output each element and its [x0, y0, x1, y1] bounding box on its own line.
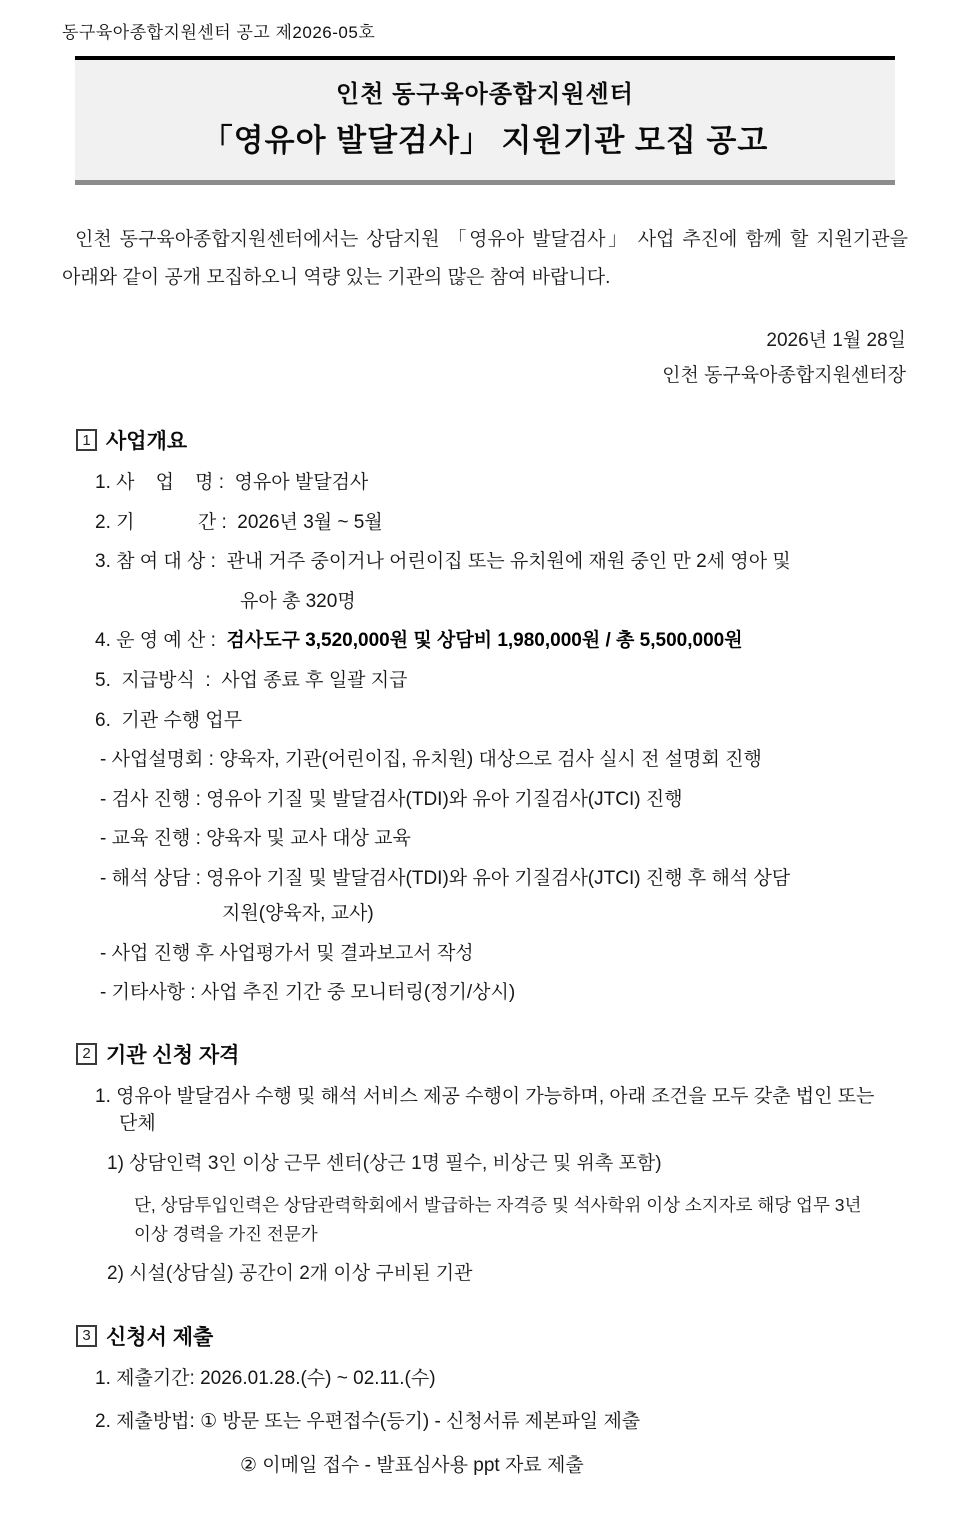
- section-application-submission: [62, 1321, 910, 1480]
- section-eligibility: [62, 1039, 910, 1289]
- task-interpretation-line: - 해석 상담 : 영유아 기질 및 발달검사(TDI)와 유아 기질검사(JTCI) 진행 후 해석 상담: [100, 867, 791, 889]
- section3-title: 신청서 제출: [106, 1325, 214, 1349]
- project-budget-line: [95, 627, 910, 655]
- project-period-line: 2. 기 간 : 2026년 3월 ~ 5월: [95, 511, 383, 533]
- section2-heading: [76, 1039, 910, 1069]
- eligibility-facility-line: 2) 시설(상담실) 공간이 2개 이상 구비된 기관: [107, 1263, 473, 1285]
- project-target-continuation: 유아 총 320명: [240, 590, 356, 612]
- eligibility-main-line: 1. 영유아 발달검사 수행 및 해석 서비스 제공 수행이 가능하며, 아래 조건을 모두 갖춘 법인 또는 단체: [95, 1085, 880, 1135]
- submission-period-line: 1. 제출기간: 2026.01.28.(수) ~ 02.11.(수): [95, 1367, 436, 1389]
- section-project-overview: [62, 425, 910, 1007]
- eligibility-staff-note: 단, 상담투입인력은 상담관력학회에서 발급하는 자격증 및 석사학위 이상 소지자로 해당 업무 3년 이상 경력을 가진 전문가: [134, 1194, 862, 1245]
- submission-method-continuation: ② 이메일 접수 - 발표심사용 ppt 자료 제출: [240, 1454, 584, 1476]
- task-report-line: - 사업 진행 후 사업평가서 및 결과보고서 작성: [100, 942, 474, 964]
- section1-heading: [76, 425, 910, 455]
- project-name-line: 1. 사 업 명 : 영유아 발달검사: [95, 472, 369, 494]
- payment-method-line: 5. 지급방식 : 사업 종료 후 일괄 지급: [95, 670, 408, 692]
- signer-name: 인천 동구육아종합지원센터장: [662, 365, 906, 387]
- announcement-date: 2026년 1월 28일: [766, 330, 906, 351]
- document-number: 동구육아종합지원센터 공고 제2026-05호: [62, 23, 376, 42]
- section3-heading: [76, 1321, 910, 1351]
- agency-tasks-line: 6. 기관 수행 업무: [95, 709, 243, 731]
- announcement-title: 「영유아 발달검사」 지원기관 모집 공고: [201, 123, 769, 158]
- date-signature-block: [62, 323, 910, 393]
- organization-title: 인천 동구육아종합지원센터: [336, 81, 634, 108]
- task-monitoring-line: - 기타사항 : 사업 추진 기간 중 모니터링(정기/상시): [100, 982, 516, 1004]
- section3-number-box: 3: [76, 1325, 97, 1347]
- task-interpretation-continuation: 지원(양육자, 교사): [222, 903, 374, 925]
- intro-paragraph: 인천 동구육아종합지원센터에서는 상담지원 「영유아 발달검사」 사업 추진에 함께 할 지원기관을 아래와 같이 공개 모집하오니 역량 있는 기관의 많은 참여 바랍니다.: [62, 229, 908, 288]
- submission-method-line: 2. 제출방법: ① 방문 또는 우편접수(등기) - 신청서류 제본파일 제출: [95, 1411, 641, 1433]
- budget-label: 4. 운 영 예 산 :: [95, 630, 227, 652]
- section1-number-box: 1: [76, 429, 97, 451]
- task-education-line: - 교육 진행 : 양육자 및 교사 대상 교육: [100, 828, 411, 850]
- section2-title: 기관 신청 자격: [106, 1043, 240, 1067]
- title-box: [75, 56, 895, 185]
- section2-number-box: 2: [76, 1043, 97, 1065]
- project-target-line: 3. 참 여 대 상 : 관내 거주 중이거나 어린이집 또는 유치원에 재원 중인 만 2세 영아 및: [95, 551, 791, 573]
- budget-value: 검사도구 3,520,000원 및 상담비 1,980,000원 / 총 5,500,000원: [226, 630, 743, 652]
- task-briefing-line: - 사업설명회 : 양육자, 기관(어린이집, 유치원) 대상으로 검사 실시 전 설명회 진행: [100, 749, 762, 771]
- eligibility-staff-line: 1) 상담인력 3인 이상 근무 센터(상근 1명 필수, 비상근 및 위촉 포함): [107, 1153, 662, 1175]
- task-testing-line: - 검사 진행 : 영유아 기질 및 발달검사(TDI)와 유아 기질검사(JTCI) 진행: [100, 788, 683, 810]
- section1-title: 사업개요: [106, 430, 188, 454]
